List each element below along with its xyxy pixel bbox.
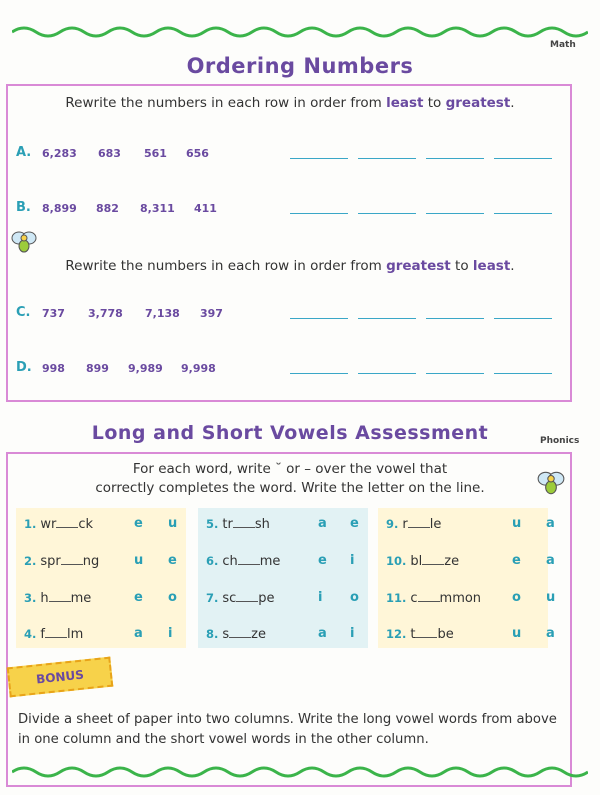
answer-line[interactable] <box>290 213 348 214</box>
subject-phonics: Phonics <box>540 436 580 446</box>
answer-line[interactable] <box>426 213 484 214</box>
number: 561 <box>144 147 167 160</box>
vowel-choice[interactable]: i <box>168 626 173 641</box>
number: 9,998 <box>181 362 216 375</box>
row-label-d: D. <box>16 360 32 375</box>
ordering-box <box>6 84 572 402</box>
vowel-choice[interactable]: o <box>168 590 177 605</box>
vowel-choice[interactable]: e <box>168 553 177 568</box>
ordering-instruction-1: Rewrite the numbers in each row in order from least to greatest. <box>65 95 515 111</box>
vowel-item-4: 4. f lm <box>24 627 84 642</box>
vowel-choice[interactable]: u <box>512 626 522 641</box>
number: 899 <box>86 362 109 375</box>
vowel-item-6: 6. ch me <box>206 554 281 569</box>
vowel-choice[interactable]: u <box>134 553 144 568</box>
answer-line[interactable] <box>494 373 552 374</box>
vowel-item-5: 5. tr sh <box>206 517 270 532</box>
answer-blank[interactable] <box>45 626 67 638</box>
answer-line[interactable] <box>358 373 416 374</box>
vowel-item-12: 12. t be <box>386 627 454 642</box>
vowel-choice[interactable]: a <box>318 626 327 641</box>
vowel-item-2: 2. spr ng <box>24 554 100 569</box>
vowel-choice[interactable]: u <box>512 516 522 531</box>
answer-line[interactable] <box>358 318 416 319</box>
answer-line[interactable] <box>494 318 552 319</box>
bonus-label: BONUS <box>7 657 114 698</box>
vowel-choice[interactable]: i <box>318 590 323 605</box>
bonus-text: Divide a sheet of paper into two columns. Write the long vowel words from above in one column and the short vowel words in the other column. <box>18 712 557 747</box>
vowels-title: Long and Short Vowels Assessment <box>91 422 489 444</box>
vowel-choice[interactable]: e <box>134 516 143 531</box>
vowel-choice[interactable]: e <box>350 516 359 531</box>
answer-line[interactable] <box>426 158 484 159</box>
number: 8,899 <box>42 202 77 215</box>
answer-blank[interactable] <box>418 590 440 602</box>
number: 6,283 <box>42 147 77 160</box>
number: 3,778 <box>88 307 123 320</box>
number: 882 <box>96 202 119 215</box>
answer-blank[interactable] <box>229 626 251 638</box>
vowels-instruction: For each word, write ˘ or – over the vowel that correctly completes the word. Write the letter on the line. <box>95 461 485 496</box>
ordering-title: Ordering Numbers <box>186 54 414 78</box>
vowel-choice[interactable]: e <box>318 553 327 568</box>
vowel-item-3: 3. h me <box>24 591 92 606</box>
answer-blank[interactable] <box>56 516 78 528</box>
vowel-choice[interactable]: a <box>546 516 555 531</box>
subject-math: Math <box>550 40 576 50</box>
vowel-item-11: 11. c mmon <box>386 591 482 606</box>
answer-line[interactable] <box>290 318 348 319</box>
vowel-choice[interactable]: i <box>350 626 355 641</box>
number: 397 <box>200 307 223 320</box>
answer-line[interactable] <box>358 213 416 214</box>
answer-line[interactable] <box>426 318 484 319</box>
vowel-choice[interactable]: a <box>546 553 555 568</box>
vowel-item-1: 1. wr ck <box>24 517 94 532</box>
row-label-b: B. <box>16 200 31 215</box>
number: 9,989 <box>128 362 163 375</box>
answer-blank[interactable] <box>415 626 437 638</box>
vowel-choice[interactable]: a <box>318 516 327 531</box>
bottom-wave-border <box>12 762 588 782</box>
number: 8,311 <box>140 202 175 215</box>
answer-line[interactable] <box>426 373 484 374</box>
vowel-choice[interactable]: e <box>134 590 143 605</box>
vowel-choice[interactable]: u <box>546 590 556 605</box>
row-label-c: C. <box>16 305 31 320</box>
bug-icon <box>536 468 566 498</box>
answer-blank[interactable] <box>61 553 83 565</box>
answer-line[interactable] <box>494 213 552 214</box>
vowel-choice[interactable]: i <box>350 553 355 568</box>
answer-blank[interactable] <box>238 553 260 565</box>
vowel-choice[interactable]: o <box>512 590 521 605</box>
answer-blank[interactable] <box>233 516 255 528</box>
top-wave-border <box>12 22 588 42</box>
answer-blank[interactable] <box>422 553 444 565</box>
answer-line[interactable] <box>290 373 348 374</box>
vowel-choice[interactable]: u <box>168 516 178 531</box>
number: 683 <box>98 147 121 160</box>
number: 7,138 <box>145 307 180 320</box>
vowel-choice[interactable]: e <box>512 553 521 568</box>
vowel-item-8: 8. s ze <box>206 627 266 642</box>
ordering-instruction-2: Rewrite the numbers in each row in order from greatest to least. <box>65 258 515 274</box>
answer-blank[interactable] <box>49 590 71 602</box>
number: 737 <box>42 307 65 320</box>
answer-blank[interactable] <box>408 516 430 528</box>
answer-line[interactable] <box>290 158 348 159</box>
number: 411 <box>194 202 217 215</box>
vowel-choice[interactable]: a <box>134 626 143 641</box>
number: 998 <box>42 362 65 375</box>
vowel-choice[interactable]: a <box>546 626 555 641</box>
answer-blank[interactable] <box>236 590 258 602</box>
vowel-choice[interactable]: o <box>350 590 359 605</box>
vowel-item-10: 10. bl ze <box>386 554 460 569</box>
number: 656 <box>186 147 209 160</box>
answer-line[interactable] <box>358 158 416 159</box>
answer-line[interactable] <box>494 158 552 159</box>
bug-icon <box>10 228 38 256</box>
vowel-item-9: 9. r le <box>386 517 442 532</box>
vowel-item-7: 7. sc pe <box>206 591 275 606</box>
row-label-a: A. <box>16 145 32 160</box>
